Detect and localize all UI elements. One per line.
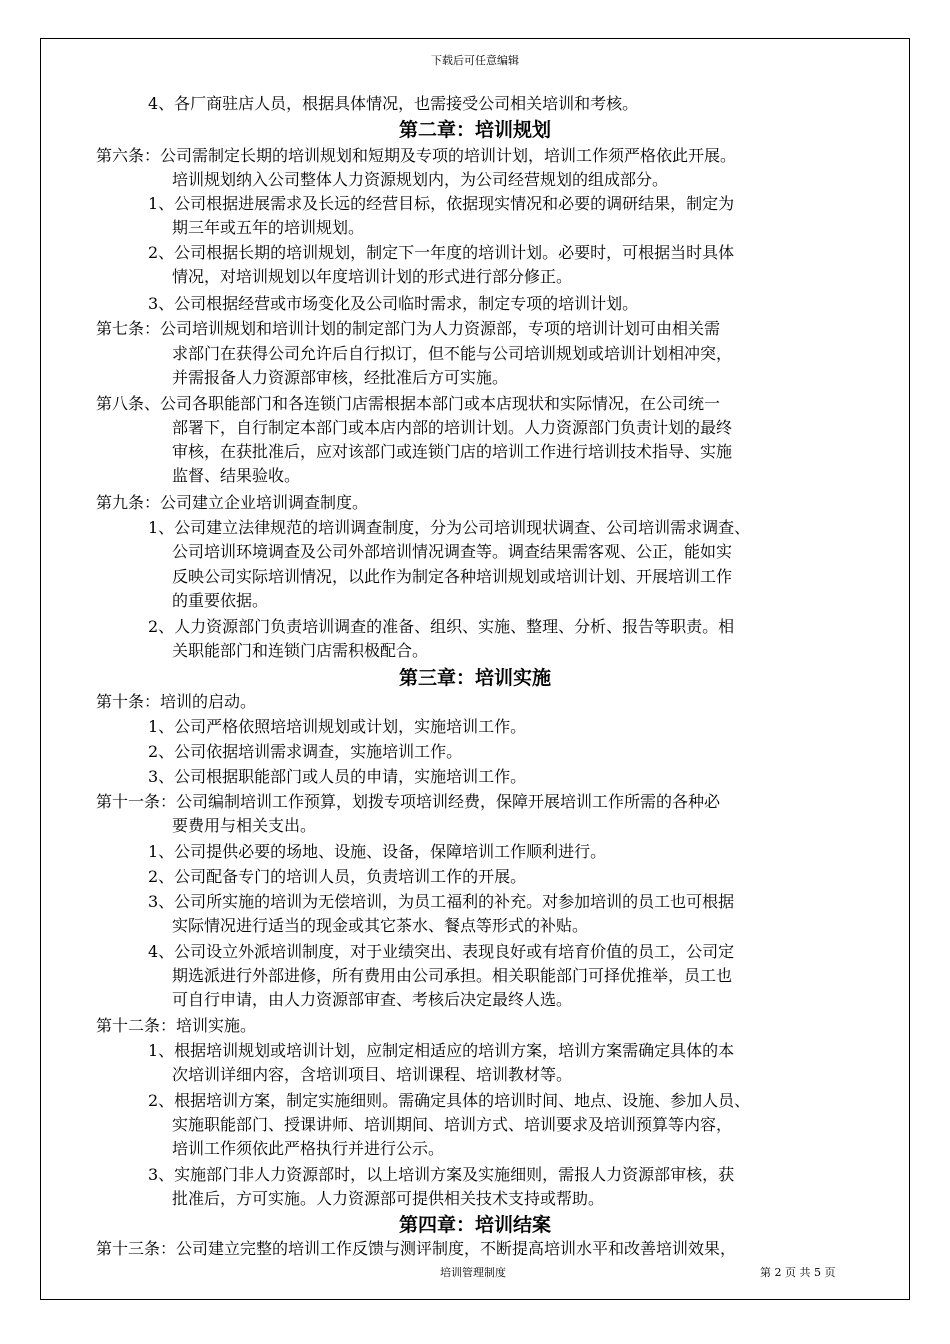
text-line: 4、公司设立外派培训制度，对于业绩突出、表现良好或有培育价值的员工，公司定 — [148, 942, 735, 961]
text-line: 2、公司依据培训需求调查，实施培训工作。 — [148, 742, 463, 761]
text-line: 关职能部门和连锁门店需积极配合。 — [172, 641, 429, 660]
text-line: 求部门在获得公司允许后自行拟订，但不能与公司培训规划或培训计划相冲突， — [172, 344, 733, 363]
text-line: 期选派进行外部进修，所有费用由公司承担。相关职能部门可择优推举，员工也 — [172, 966, 733, 985]
text-line: 第八条、公司各职能部门和各连锁门店需根据本部门或本店现状和实际情况，在公司统一 — [96, 394, 721, 413]
text-line: 培训规划纳入公司整体人力资源规划内，为公司经营规划的组成部分。 — [172, 170, 669, 189]
text-line: 次培训详细内容，含培训项目、培训课程、培训教材等。 — [172, 1065, 573, 1084]
text-line: 第七条：公司培训规划和培训计划的制定部门为人力资源部，专项的培训计划可由相关需 — [96, 319, 721, 338]
text-line: 第十一条：公司编制培训工作预算，划拨专项培训经费，保障开展培训工作所需的各种必 — [96, 792, 721, 811]
text-line: 2、人力资源部门负责培训调查的准备、组织、实施、整理、分析、报告等职责。相 — [148, 617, 735, 636]
text-line: 的重要依据。 — [172, 591, 269, 610]
text-line: 2、公司配备专门的培训人员，负责培训工作的开展。 — [148, 867, 527, 886]
text-line: 2、根据培训方案，制定实施细则。需确定具体的培训时间、地点、设施、参加人员、 — [148, 1091, 751, 1110]
text-line: 可自行申请，由人力资源部审查、考核后决定最终人选。 — [172, 990, 573, 1009]
text-line: 期三年或五年的培训规划。 — [172, 218, 365, 237]
text-line: 第六条：公司需制定长期的培训规划和短期及专项的培训计划，培训工作须严格依此开展。 — [96, 146, 737, 165]
text-line: 3、公司根据经营或市场变化及公司临时需求，制定专项的培训计划。 — [148, 294, 639, 313]
text-line: 2、公司根据长期的培训规划，制定下一年度的培训计划。必要时，可根据当时具体 — [148, 243, 735, 262]
text-line: 第十条：培训的启动。 — [96, 692, 257, 711]
text-line: 第十三条：公司建立完整的培训工作反馈与测评制度，不断提高培训水平和改善培训效果， — [96, 1239, 737, 1258]
text-line: 要费用与相关支出。 — [172, 816, 317, 835]
text-line: 1、公司提供必要的场地、设施、设备，保障培训工作顺利进行。 — [148, 842, 607, 861]
text-line: 1、公司严格依照培培训规划或计划，实施培训工作。 — [148, 717, 527, 736]
chapter-heading: 第四章：培训结案 — [398, 1214, 551, 1236]
page-header: 下载后可任意编辑 — [431, 54, 519, 67]
text-line: 情况，对培训规划以年度培训计划的形式进行部分修正。 — [172, 267, 573, 286]
text-line: 4、各厂商驻店人员，根据具体情况，也需接受公司相关培训和考核。 — [148, 94, 639, 113]
text-line: 培训工作须依此严格执行并进行公示。 — [172, 1139, 445, 1158]
text-line: 第九条：公司建立企业培训调查制度。 — [96, 493, 369, 512]
text-line: 部署下，自行制定本部门或本店内部的培训计划。人力资源部门负责计划的最终 — [172, 418, 733, 437]
text-line: 并需报备人力资源部审核，经批准后方可实施。 — [172, 368, 509, 387]
text-line: 3、公司根据职能部门或人员的申请，实施培训工作。 — [148, 767, 527, 786]
text-line: 反映公司实际培训情况，以此作为制定各种培训规划或培训计划、开展培训工作 — [172, 567, 733, 586]
text-line: 审核，在获批准后，应对该部门或连锁门店的培训工作进行培训技术指导、实施 — [172, 442, 733, 461]
text-line: 3、公司所实施的培训为无偿培训，为员工福利的补充。对参加培训的员工也可根据 — [148, 892, 735, 911]
text-line: 1、公司根据进展需求及长远的经营目标，依据现实情况和必要的调研结果，制定为 — [148, 194, 735, 213]
text-line: 3、实施部门非人力资源部时，以上培训方案及实施细则，需报人力资源部审核，获 — [148, 1165, 735, 1184]
chapter-heading: 第二章：培训规划 — [398, 119, 551, 141]
text-line: 批准后，方可实施。人力资源部可提供相关技术支持或帮助。 — [172, 1189, 605, 1208]
text-line: 1、公司建立法律规范的培训调查制度，分为公司培训现状调查、公司培训需求调查、 — [148, 518, 751, 537]
chapter-heading: 第三章：培训实施 — [398, 667, 551, 689]
text-line: 第十二条：培训实施。 — [96, 1016, 257, 1035]
footer-page-number: 第 2 页 共 5 页 — [760, 1266, 836, 1279]
text-line: 公司培训环境调查及公司外部培训情况调查等。调查结果需客观、公正，能如实 — [172, 542, 733, 561]
text-line: 监督、结果验收。 — [172, 466, 301, 485]
text-line: 1、根据培训规划或培训计划，应制定相适应的培训方案，培训方案需确定具体的本 — [148, 1041, 735, 1060]
footer-doc-title: 培训管理制度 — [440, 1266, 506, 1279]
text-line: 实际情况进行适当的现金或其它茶水、餐点等形式的补贴。 — [172, 916, 589, 935]
text-line: 实施职能部门、授课讲师、培训期间、培训方式、培训要求及培训预算等内容， — [172, 1115, 733, 1134]
